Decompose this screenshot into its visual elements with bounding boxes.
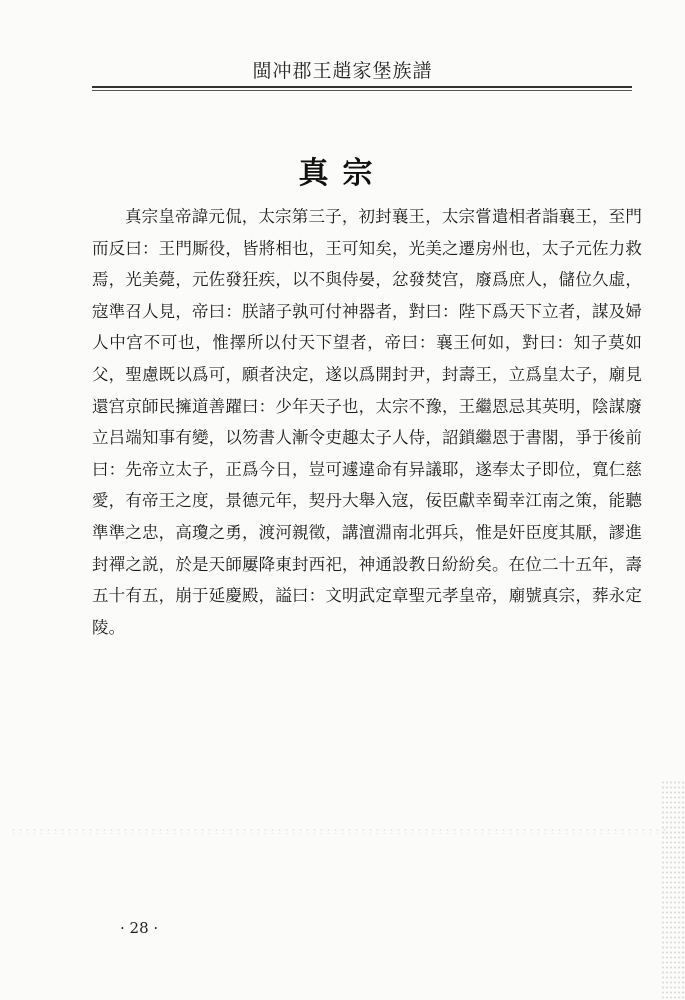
body-paragraph: 真宗皇帝諱元侃，太宗第三子，初封襄王，太宗嘗遣相者詣襄王，至門而反曰：王門厮役，皆將相也，王可知矣，光美之遷房州也，太子元佐力救焉，光美薨，元佐發狂疾，以不與侍晏，忿發焚宫，廢爲庶人，儲位久虛，寇準召人見，帝曰：朕諸子孰可付神器者，對曰：陛下爲天下立者，謀及婦人中宫不可也，惟擇所以付天下望者，帝曰：襄王何如，對曰：知子莫如父，聖慮既以爲可，願者決定，遂以爲開封尹，封壽王，立爲皇太子，廟見還宫京師民擁道善躍曰：少年天子也，太宗不豫，王繼恩忌其英明，陰謀廢立吕端知事有變，以笏書人漸令吏趣太子人侍，詔鎖繼恩于書閣，爭于後前曰：先帝立太子，正爲今日，豈可遽違命有异議耶，遂奉太子即位，寬仁慈愛，有帝王之度，景德元年，契丹大舉入寇，佞臣獻幸蜀幸江南之策，能聽準準之忠，高瓊之勇，渡河親徵，講澶淵南北弭兵，惟是奸臣度其厭，謬進封禪之説，於是天師屢降東封西祀，神通設教日紛紛矣。在位二十五年，壽五十有五，崩于延慶殿，謚曰：文明武定章聖元孝皇帝，廟號真宗，葬永定陵。	[92, 207, 642, 637]
header-rule-thin	[92, 90, 632, 91]
chapter-title: 真宗	[298, 156, 387, 191]
header-rule-thick	[92, 86, 632, 88]
scan-speckle	[10, 828, 670, 834]
running-header: 閩冲郡王趙家堡族譜	[252, 60, 433, 82]
page-number: · 28 ·	[120, 919, 159, 937]
scan-edge-noise	[661, 780, 685, 1000]
